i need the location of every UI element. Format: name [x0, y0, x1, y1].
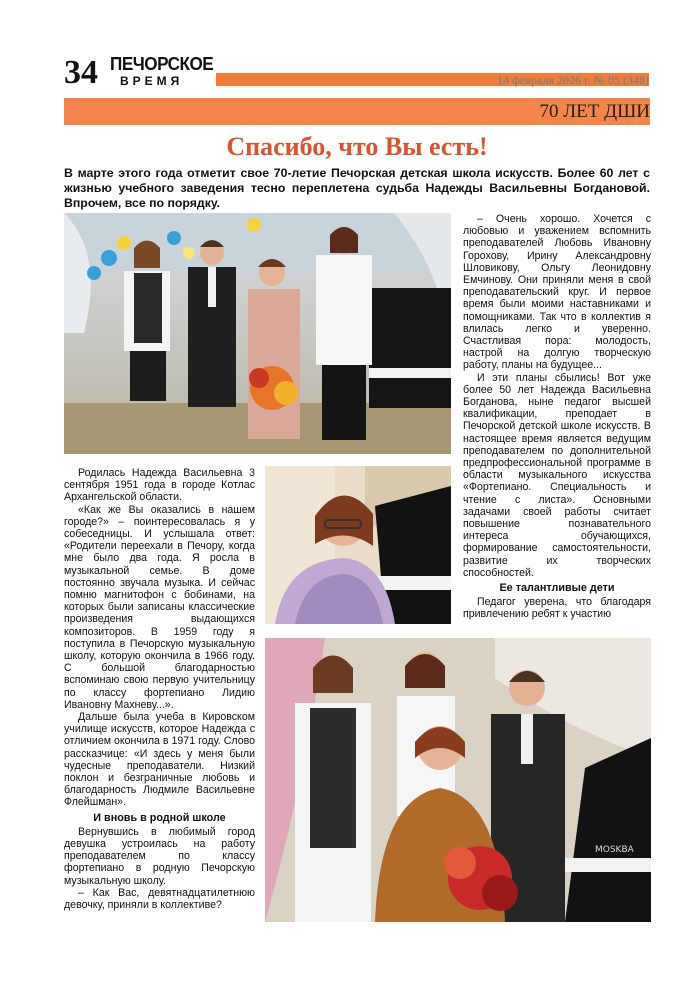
article-column-left: [64, 467, 255, 911]
paragraph: Родилась Надежда Васильевна 3 сентября 1951 года в городе Котлас Архангельской области.: [64, 467, 255, 504]
photo-teacher-image: [265, 466, 451, 624]
issue-date: 14 февраля 2026 г. № 05 (348): [497, 73, 649, 87]
paragraph: Педагог уверена, что благодаря привлечению ребят к участию: [463, 596, 651, 621]
paragraph: «Как же Вы оказались в нашем городе?» – поинтересовалась я у собеседницы. И услышала ответ: «Родители переехали в Печору, когда мне было два года. Я росла в музыкальной семье. В доме постоянно звучала музыка. И сейчас помню магнитофон с бобинами, на которых были записаны классические произведения выдающихся композиторов. В 1959 году я поступила в Печорскую музыкальную школу, которую окончила в 1966 году. С большой благодарностью вспоминаю свою первую учительницу по классу фортепиано Лидию Ивановну Махневу...».: [64, 503, 255, 711]
paragraph: – Как Вас, девятнадцатилетнюю девочку, приняли в коллективе?: [64, 886, 255, 911]
photo-group-image: [64, 213, 451, 454]
paragraph: Дальше была учеба в Кировском училище искусств, которое Надежда с отличием окончила в 1971 году. Слово рассказчице: «И здесь у меня были чудесные преподаватели. Низкий поклон и безграничные любовь и благодарность Людмиле Васильевне Флейшман».: [64, 711, 255, 809]
article-lead: В марте этого года отметит свое 70-летие Печорская детская школа искусств. Более 60 лет с жизнью учебного заведения тесно переплетена судьба Надежды Васильевны Богдановой. Впрочем, все по порядку.: [64, 166, 650, 210]
article-title: Спасибо, что Вы есть!: [226, 132, 488, 161]
photo-students-image: [265, 638, 651, 922]
article-column-right: [463, 213, 651, 621]
newspaper-logo: [110, 54, 212, 90]
logo-top-text: ПЕЧОРСКОЕ: [110, 54, 214, 74]
piano-brand-label: MOSKBA: [595, 845, 634, 855]
paragraph: И эти планы сбылись! Вот уже более 50 лет Надежда Васильевна Богданова, ныне педагог высшей квалификации, преподает в Печорской детской школе искусств. В настоящее время является ведущим преподавателем по дополнительной предпрофессиональной программе в области музыкального искусства «Фортепиано. Специальность и чтение с листа». Основными задачами своей работы считает повышение познавательного интереса обучающихся, формирование самостоятельности, развитие их творческих способностей.: [463, 371, 651, 579]
photo-group-portrait: [64, 213, 451, 454]
section-title: 70 ЛЕТ ДШИ: [539, 101, 650, 122]
photo-teacher-at-piano: [265, 466, 451, 624]
page-number: 34: [64, 54, 98, 91]
subhead-talented-children: Ее талантливые дети: [499, 582, 615, 595]
paragraph: – Очень хорошо. Хочется с любовью и уважением вспомнить преподавателей Любовь Ивановну Горохову, Ирину Александровну Шловикову, Ольгу Леонидовну Емчинову. Они приняли меня в свой преподавательский круг. И первое время были моими наставниками и помощниками. Так что в коллектив я влилась легко и уверенно. Счастливая пора: молодость, настрой на долгую творческую работу, планы на будущее...: [463, 213, 651, 372]
photo-students-with-teacher: [265, 638, 651, 922]
logo-bottom-text: ВРЕМЯ: [120, 74, 184, 88]
subhead-back-to-school: И вновь в родной школе: [93, 811, 226, 824]
paragraph: Вернувшись в любимый город девушка устроилась на работу преподавателем по классу фортепиано в родную Печорскую музыкальную школу.: [64, 825, 255, 887]
